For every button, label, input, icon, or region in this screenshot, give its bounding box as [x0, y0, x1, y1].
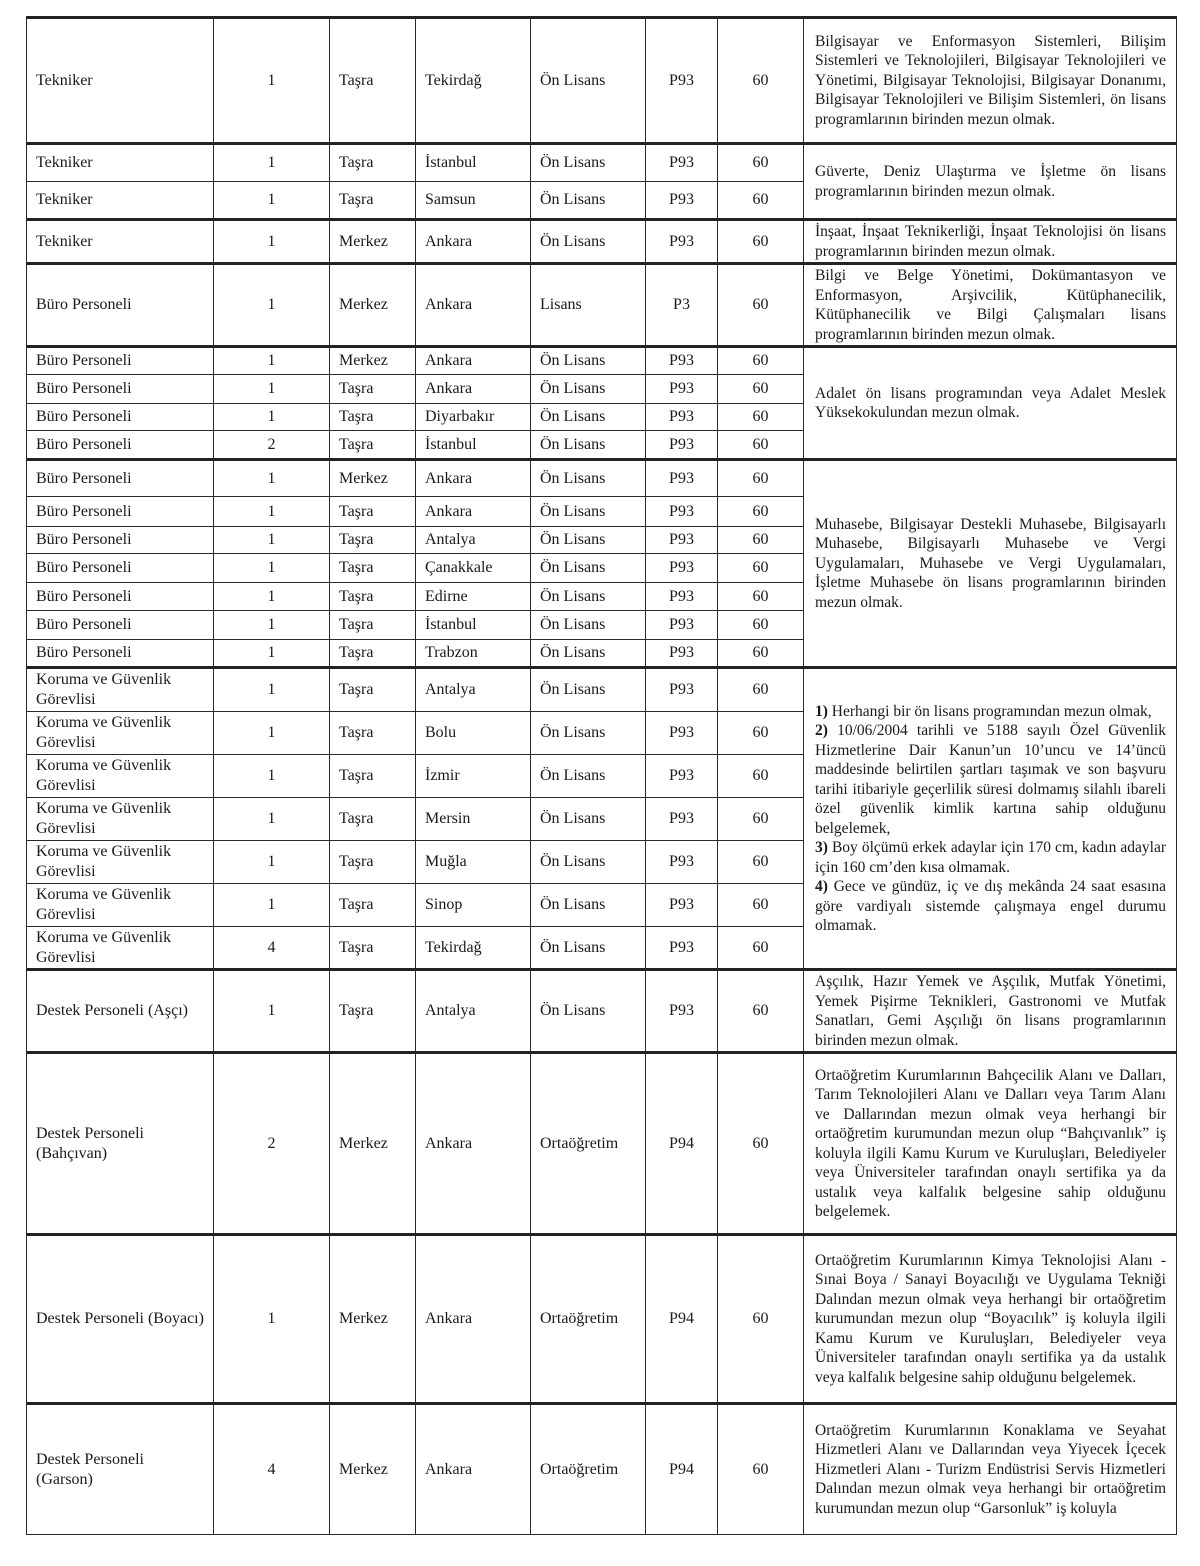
min-score-cell: 60 [718, 144, 804, 182]
min-score-cell: 60 [718, 431, 804, 460]
min-score-cell: 60 [718, 220, 804, 264]
title-cell: Büro Personeli [27, 640, 214, 668]
city-cell: Ankara [416, 1053, 531, 1235]
title-cell: Koruma ve Güvenlik Görevlisi [27, 884, 214, 927]
requirement-text: Boy ölçümü erkek adaylar için 170 cm, kadın adaylar için 160 cm’den kısa olmamak. [815, 839, 1166, 876]
table-row [27, 1235, 1177, 1404]
requirement-text: Gece ve gündüz, iç ve dış mekânda 24 saat esasına göre vardiyalı sistemde çalışmaya engel durumu olmamak. [815, 878, 1166, 934]
type-cell: Taşra [330, 841, 416, 884]
title-cell: Büro Personeli [27, 347, 214, 375]
count-cell: 1 [214, 583, 330, 611]
score-type-cell: P3 [646, 264, 718, 347]
table-row [27, 1053, 1177, 1235]
score-type-cell: P93 [646, 611, 718, 640]
min-score-cell: 60 [718, 712, 804, 755]
count-cell: 2 [214, 431, 330, 460]
requirements-cell: Bilgisayar ve Enformasyon Sistemleri, Bilişim Sistemleri ve Teknolojileri, Bilgisayar Teknolojileri ve Yönetimi, Bilgisayar Teknolojisi, Bilgisayar Donanımı, Bilgisayar Teknolojileri ve Bilişim Sistemleri, ön lisans programlarının birinden mezun olmak. [804, 18, 1177, 144]
min-score-cell: 60 [718, 640, 804, 668]
requirements-cell: Bilgi ve Belge Yönetimi, Dokümantasyon ve Enformasyon, Arşivcilik, Kütüphanecilik, Kütüphanecilik ve Bilgi Çalışmaları lisans programlarının birinden mezun olmak. [804, 264, 1177, 347]
count-cell: 1 [214, 220, 330, 264]
city-cell: İstanbul [416, 144, 531, 182]
table-row [27, 1404, 1177, 1535]
min-score-cell: 60 [718, 375, 804, 404]
education-cell: Ön Lisans [531, 668, 646, 712]
requirements-cell: Ortaöğretim Kurumlarının Kimya Teknolojisi Alanı - Sınai Boya / Sanayi Boyacılığı ve Uygulama Tekniği Dalından mezun olmak veya herhangi bir ortaöğretim kurumundan mezun olup “Boyacılık” iş koluyla ilgili Kamu Kurum ve Kuruluşları, Belediyeler veya Üniversiteler tarafından onaylı sertifika ya da ustalık veya kalfalık belgesine sahip olduğunu belgelemek. [804, 1235, 1177, 1404]
title-cell: Büro Personeli [27, 527, 214, 554]
count-cell: 1 [214, 1235, 330, 1404]
min-score-cell: 60 [718, 264, 804, 347]
requirement-number: 2) [815, 722, 828, 739]
score-type-cell: P93 [646, 841, 718, 884]
type-cell: Taşra [330, 712, 416, 755]
title-cell: Koruma ve Güvenlik Görevlisi [27, 755, 214, 798]
type-cell: Taşra [330, 755, 416, 798]
title-cell: Tekniker [27, 144, 214, 182]
title-cell: Büro Personeli [27, 264, 214, 347]
city-cell: Edirne [416, 583, 531, 611]
type-cell: Taşra [330, 375, 416, 404]
requirement-item [815, 877, 1166, 936]
count-cell: 4 [214, 927, 330, 970]
score-type-cell: P93 [646, 527, 718, 554]
requirements-cell: Muhasebe, Bilgisayar Destekli Muhasebe, Bilgisayarlı Muhasebe, Bilgisayarlı Muhasebe ve Vergi Uygulamaları, Muhasebe ve Vergi Uygulamaları, İşletme Muhasebe ön lisans programlarının birinden mezun olmak. [804, 460, 1177, 668]
education-cell: Ön Lisans [531, 375, 646, 404]
type-cell: Taşra [330, 884, 416, 927]
title-cell: Büro Personeli [27, 431, 214, 460]
requirements-cell: Adalet ön lisans programından veya Adalet Meslek Yüksekokulundan mezun olmak. [804, 347, 1177, 460]
type-cell: Merkez [330, 1404, 416, 1535]
education-cell: Ön Lisans [531, 182, 646, 220]
city-cell: Ankara [416, 460, 531, 497]
type-cell: Merkez [330, 1235, 416, 1404]
city-cell: İzmir [416, 755, 531, 798]
score-type-cell: P93 [646, 497, 718, 527]
education-cell: Ön Lisans [531, 583, 646, 611]
min-score-cell: 60 [718, 347, 804, 375]
count-cell: 1 [214, 798, 330, 841]
requirements-cell: Ortaöğretim Kurumlarının Bahçecilik Alanı ve Dalları, Tarım Teknolojileri Alanı ve Dalları veya Tarım Alanı ve Dallarından mezun olmak veya herhangi bir ortaöğretim kurumundan mezun olup “Bahçıvanlık” iş koluyla ilgili Kamu Kurum ve Kuruluşları, Belediyeler veya Üniversiteler tarafından onaylı sertifika ya da ustalık veya kalfalık belgesine sahip olduğunu belgelemek. [804, 1053, 1177, 1235]
score-type-cell: P93 [646, 404, 718, 431]
count-cell: 2 [214, 1053, 330, 1235]
min-score-cell: 60 [718, 527, 804, 554]
education-cell: Ön Lisans [531, 640, 646, 668]
city-cell: Ankara [416, 375, 531, 404]
min-score-cell: 60 [718, 1053, 804, 1235]
count-cell: 1 [214, 264, 330, 347]
requirement-number: 1) [815, 702, 828, 720]
education-cell: Ön Lisans [531, 347, 646, 375]
count-cell: 1 [214, 970, 330, 1053]
education-cell: Ön Lisans [531, 554, 646, 583]
score-type-cell: P93 [646, 18, 718, 144]
requirements-cell [804, 668, 1177, 970]
count-cell: 1 [214, 182, 330, 220]
education-cell: Ön Lisans [531, 712, 646, 755]
city-cell: Ankara [416, 1404, 531, 1535]
requirement-text: 10/06/2004 tarihli ve 5188 sayılı Özel Güvenlik Hizmetlerine Dair Kanun’un 10’uncu ve 14’üncü maddesinde belirtilen şartları taşımak ve son başvuru tarihi itibariyle geçerlilik süresi dolmamış silahlı ibareli özel güvenlik kimlik kartına sahip olduğunu belgelemek, [815, 722, 1166, 837]
city-cell: Antalya [416, 527, 531, 554]
score-type-cell: P93 [646, 375, 718, 404]
min-score-cell: 60 [718, 798, 804, 841]
city-cell: Tekirdağ [416, 927, 531, 970]
score-type-cell: P94 [646, 1053, 718, 1235]
education-cell: Ön Lisans [531, 970, 646, 1053]
score-type-cell: P93 [646, 583, 718, 611]
education-cell: Ön Lisans [531, 497, 646, 527]
city-cell: İstanbul [416, 611, 531, 640]
education-cell: Ön Lisans [531, 220, 646, 264]
education-cell: Ön Lisans [531, 755, 646, 798]
count-cell: 1 [214, 527, 330, 554]
count-cell: 1 [214, 755, 330, 798]
count-cell: 1 [214, 611, 330, 640]
city-cell: Antalya [416, 970, 531, 1053]
min-score-cell: 60 [718, 460, 804, 497]
title-cell: Büro Personeli [27, 404, 214, 431]
count-cell: 1 [214, 460, 330, 497]
education-cell: Ortaöğretim [531, 1404, 646, 1535]
type-cell: Merkez [330, 264, 416, 347]
type-cell: Taşra [330, 497, 416, 527]
type-cell: Taşra [330, 182, 416, 220]
title-cell: Koruma ve Güvenlik Görevlisi [27, 798, 214, 841]
type-cell: Taşra [330, 798, 416, 841]
table-row [27, 18, 1177, 144]
type-cell: Taşra [330, 640, 416, 668]
count-cell: 1 [214, 404, 330, 431]
score-type-cell: P93 [646, 884, 718, 927]
type-cell: Taşra [330, 554, 416, 583]
city-cell: Trabzon [416, 640, 531, 668]
type-cell: Taşra [330, 668, 416, 712]
min-score-cell: 60 [718, 554, 804, 583]
type-cell: Taşra [330, 583, 416, 611]
title-cell: Tekniker [27, 18, 214, 144]
count-cell: 1 [214, 884, 330, 927]
city-cell: Diyarbakır [416, 404, 531, 431]
table-row [27, 264, 1177, 347]
education-cell: Ortaöğretim [531, 1053, 646, 1235]
table-row [27, 347, 1177, 375]
type-cell: Merkez [330, 460, 416, 497]
count-cell: 1 [214, 497, 330, 527]
education-cell: Ön Lisans [531, 841, 646, 884]
education-cell: Ön Lisans [531, 884, 646, 927]
title-cell: Büro Personeli [27, 497, 214, 527]
score-type-cell: P93 [646, 431, 718, 460]
requirements-cell: Güverte, Deniz Ulaştırma ve İşletme ön lisans programlarının birinden mezun olmak. [804, 144, 1177, 220]
education-cell: Lisans [531, 264, 646, 347]
title-cell: Koruma ve Güvenlik Görevlisi [27, 668, 214, 712]
score-type-cell: P93 [646, 755, 718, 798]
score-type-cell: P94 [646, 1235, 718, 1404]
min-score-cell: 60 [718, 884, 804, 927]
min-score-cell: 60 [718, 182, 804, 220]
score-type-cell: P93 [646, 347, 718, 375]
score-type-cell: P93 [646, 970, 718, 1053]
title-cell: Destek Personeli (Garson) [27, 1404, 214, 1535]
title-cell: Büro Personeli [27, 583, 214, 611]
table-row [27, 668, 1177, 712]
score-type-cell: P94 [646, 1404, 718, 1535]
score-type-cell: P93 [646, 712, 718, 755]
count-cell: 4 [214, 1404, 330, 1535]
title-cell: Tekniker [27, 182, 214, 220]
type-cell: Taşra [330, 431, 416, 460]
table-row [27, 220, 1177, 264]
education-cell: Ortaöğretim [531, 1235, 646, 1404]
min-score-cell: 60 [718, 668, 804, 712]
city-cell: Mersin [416, 798, 531, 841]
type-cell: Taşra [330, 611, 416, 640]
count-cell: 1 [214, 144, 330, 182]
title-cell: Koruma ve Güvenlik Görevlisi [27, 841, 214, 884]
education-cell: Ön Lisans [531, 527, 646, 554]
count-cell: 1 [214, 668, 330, 712]
city-cell: Tekirdağ [416, 18, 531, 144]
count-cell: 1 [214, 347, 330, 375]
min-score-cell: 60 [718, 583, 804, 611]
city-cell: Sinop [416, 884, 531, 927]
education-cell: Ön Lisans [531, 404, 646, 431]
table-row [27, 144, 1177, 182]
min-score-cell: 60 [718, 1235, 804, 1404]
type-cell: Taşra [330, 404, 416, 431]
education-cell: Ön Lisans [531, 798, 646, 841]
requirement-item [815, 838, 1166, 877]
type-cell: Taşra [330, 18, 416, 144]
score-type-cell: P93 [646, 668, 718, 712]
min-score-cell: 60 [718, 404, 804, 431]
type-cell: Merkez [330, 220, 416, 264]
city-cell: Samsun [416, 182, 531, 220]
score-type-cell: P93 [646, 927, 718, 970]
count-cell: 1 [214, 375, 330, 404]
requirements-cell: İnşaat, İnşaat Teknikerliği, İnşaat Teknolojisi ön lisans programlarının birinden mezun olmak. [804, 220, 1177, 264]
title-cell: Koruma ve Güvenlik Görevlisi [27, 712, 214, 755]
title-cell: Destek Personeli (Bahçıvan) [27, 1053, 214, 1235]
requirement-text: Herhangi bir ön lisans programından mezun olmak, [831, 702, 1152, 720]
type-cell: Merkez [330, 347, 416, 375]
education-cell: Ön Lisans [531, 460, 646, 497]
min-score-cell: 60 [718, 497, 804, 527]
score-type-cell: P93 [646, 220, 718, 264]
title-cell: Tekniker [27, 220, 214, 264]
city-cell: Ankara [416, 264, 531, 347]
count-cell: 1 [214, 712, 330, 755]
type-cell: Taşra [330, 527, 416, 554]
min-score-cell: 60 [718, 611, 804, 640]
type-cell: Merkez [330, 1053, 416, 1235]
requirement-item [815, 721, 1166, 838]
type-cell: Taşra [330, 970, 416, 1053]
requirement-item [815, 702, 1166, 722]
city-cell: Muğla [416, 841, 531, 884]
city-cell: Ankara [416, 497, 531, 527]
education-cell: Ön Lisans [531, 611, 646, 640]
job-positions-table [26, 16, 1177, 1535]
city-cell: Bolu [416, 712, 531, 755]
score-type-cell: P93 [646, 460, 718, 497]
requirement-number: 4) [815, 878, 828, 895]
education-cell: Ön Lisans [531, 144, 646, 182]
score-type-cell: P93 [646, 144, 718, 182]
title-cell: Büro Personeli [27, 375, 214, 404]
city-cell: Çanakkale [416, 554, 531, 583]
requirements-cell: Ortaöğretim Kurumlarının Konaklama ve Seyahat Hizmetleri Alanı ve Dallarından veya Yiyecek İçecek Hizmetleri Alanı - Turizm Endüstrisi Servis Hizmetleri Dalından mezun olmak veya herhangi bir ortaöğretim kurumundan mezun olup “Garsonluk” iş koluyla [804, 1404, 1177, 1535]
min-score-cell: 60 [718, 755, 804, 798]
min-score-cell: 60 [718, 1404, 804, 1535]
score-type-cell: P93 [646, 798, 718, 841]
score-type-cell: P93 [646, 640, 718, 668]
education-cell: Ön Lisans [531, 431, 646, 460]
city-cell: Ankara [416, 1235, 531, 1404]
min-score-cell: 60 [718, 970, 804, 1053]
title-cell: Destek Personeli (Aşçı) [27, 970, 214, 1053]
city-cell: Antalya [416, 668, 531, 712]
type-cell: Taşra [330, 927, 416, 970]
education-cell: Ön Lisans [531, 18, 646, 144]
count-cell: 1 [214, 841, 330, 884]
score-type-cell: P93 [646, 182, 718, 220]
city-cell: Ankara [416, 347, 531, 375]
type-cell: Taşra [330, 144, 416, 182]
requirement-number: 3) [815, 839, 828, 856]
table-row [27, 970, 1177, 1053]
count-cell: 1 [214, 554, 330, 583]
title-cell: Büro Personeli [27, 554, 214, 583]
requirements-cell: Aşçılık, Hazır Yemek ve Aşçılık, Mutfak Yönetimi, Yemek Pişirme Teknikleri, Gastronomi ve Mutfak Sanatları, Gemi Aşçılığı ön lisans programlarının birinden mezun olmak. [804, 970, 1177, 1053]
table-row [27, 460, 1177, 497]
min-score-cell: 60 [718, 927, 804, 970]
title-cell: Koruma ve Güvenlik Görevlisi [27, 927, 214, 970]
title-cell: Büro Personeli [27, 611, 214, 640]
count-cell: 1 [214, 18, 330, 144]
city-cell: İstanbul [416, 431, 531, 460]
city-cell: Ankara [416, 220, 531, 264]
min-score-cell: 60 [718, 841, 804, 884]
title-cell: Destek Personeli (Boyacı) [27, 1235, 214, 1404]
education-cell: Ön Lisans [531, 927, 646, 970]
min-score-cell: 60 [718, 18, 804, 144]
count-cell: 1 [214, 640, 330, 668]
score-type-cell: P93 [646, 554, 718, 583]
title-cell: Büro Personeli [27, 460, 214, 497]
